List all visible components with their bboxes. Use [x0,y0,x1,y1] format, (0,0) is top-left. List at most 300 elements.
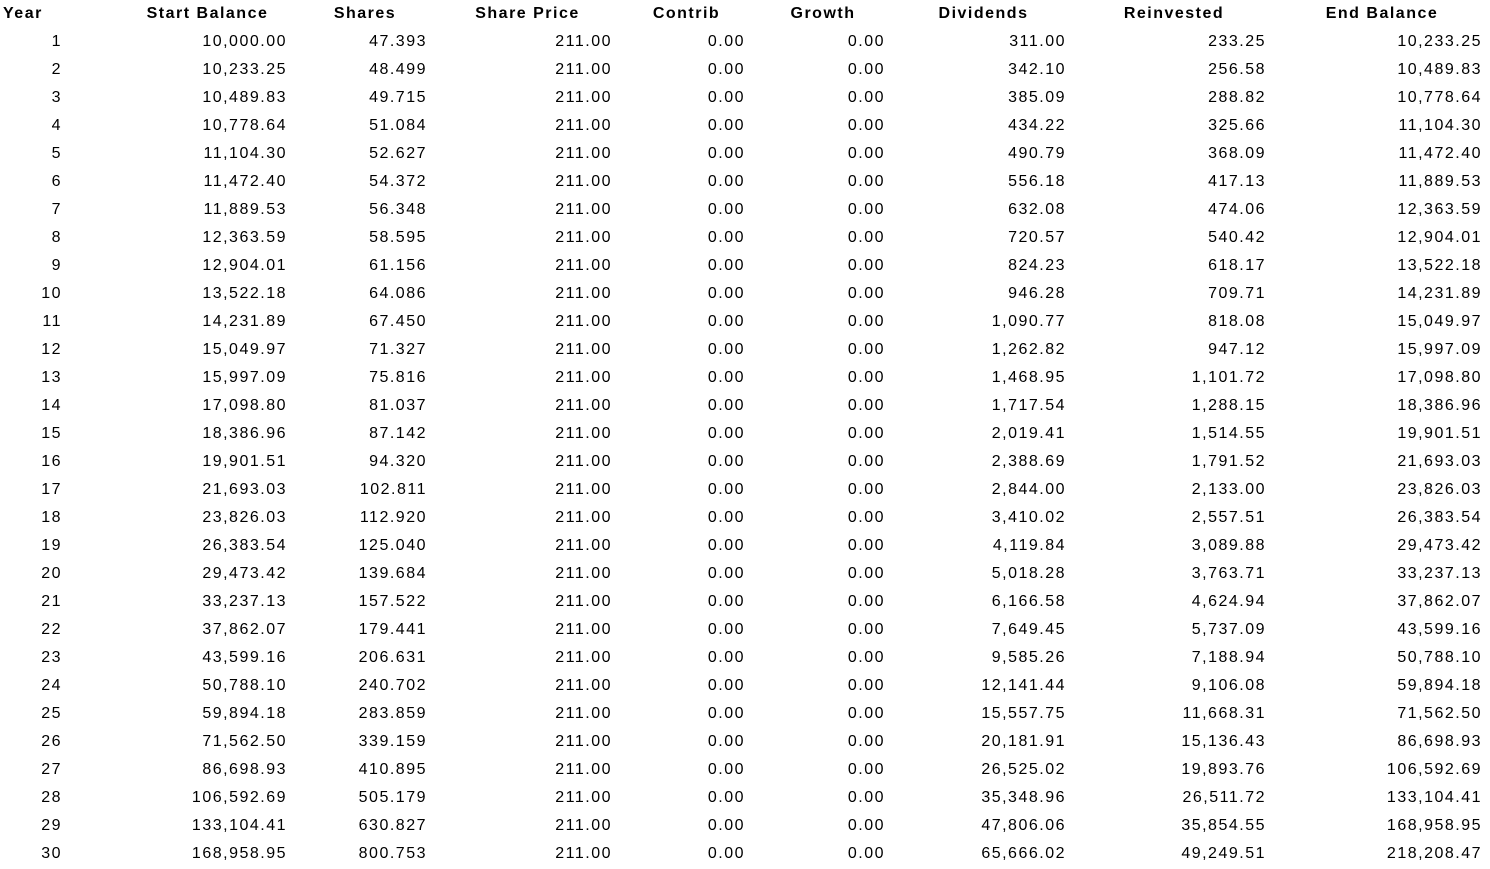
cell-shares: 75.816 [369,369,427,386]
cell-shares: 49.715 [369,89,427,106]
cell-contrib: 0.00 [707,201,745,218]
cell-start-balance: 37,862.07 [202,621,287,638]
cell-share-price: 211.00 [555,61,612,78]
cell-dividends: 47,806.06 [981,817,1066,834]
cell-start-balance: 11,472.40 [203,173,287,190]
cell-reinvested: 1,791.52 [1191,453,1266,470]
cell-contrib: 0.00 [707,621,745,638]
cell-reinvested: 3,089.88 [1191,537,1266,554]
table-row [0,84,1490,112]
cell-start-balance: 10,489.83 [202,89,287,106]
cell-contrib: 0.00 [707,733,745,750]
cell-dividends: 490.79 [1008,145,1066,162]
cell-start-balance: 43,599.16 [202,649,287,666]
cell-dividends: 824.23 [1008,257,1066,274]
cell-end-balance: 43,599.16 [1397,621,1482,638]
cell-dividends: 1,262.82 [991,341,1066,358]
cell-contrib: 0.00 [707,593,745,610]
cell-reinvested: 49,249.51 [1181,845,1266,862]
cell-share-price: 211.00 [555,481,612,498]
cell-growth: 0.00 [847,453,885,470]
cell-share-price: 211.00 [555,677,612,694]
cell-start-balance: 133,104.41 [191,817,287,834]
cell-year: 14 [41,397,62,414]
cell-start-balance: 19,901.51 [202,453,287,470]
cell-contrib: 0.00 [707,761,745,778]
cell-start-balance: 18,386.96 [202,425,287,442]
cell-dividends: 1,717.54 [991,397,1066,414]
cell-share-price: 211.00 [555,257,612,274]
cell-end-balance: 218,208.47 [1386,845,1482,862]
cell-growth: 0.00 [847,89,885,106]
cell-growth: 0.00 [847,173,885,190]
cell-contrib: 0.00 [707,369,745,386]
cell-growth: 0.00 [847,789,885,806]
cell-dividends: 15,557.75 [981,705,1066,722]
table-row [0,336,1490,364]
cell-shares: 179.441 [358,621,427,638]
cell-dividends: 434.22 [1008,117,1066,134]
table-row [0,252,1490,280]
cell-end-balance: 10,489.83 [1397,61,1482,78]
cell-dividends: 556.18 [1008,173,1066,190]
cell-dividends: 1,468.95 [991,369,1066,386]
cell-shares: 56.348 [369,201,427,218]
cell-year: 23 [41,649,62,666]
cell-end-balance: 15,997.09 [1397,341,1482,358]
cell-dividends: 720.57 [1008,229,1066,246]
table-row [0,224,1490,252]
table-row [0,28,1490,56]
cell-share-price: 211.00 [555,89,612,106]
cell-share-price: 211.00 [555,117,612,134]
cell-shares: 81.037 [369,397,427,414]
cell-share-price: 211.00 [555,341,612,358]
cell-year: 9 [51,257,62,274]
cell-growth: 0.00 [847,33,885,50]
cell-year: 26 [41,733,62,750]
cell-growth: 0.00 [847,621,885,638]
cell-reinvested: 26,511.72 [1182,789,1266,806]
table-row [0,140,1490,168]
table-row [0,840,1490,868]
cell-reinvested: 1,288.15 [1191,397,1266,414]
cell-dividends: 632.08 [1008,201,1066,218]
cell-growth: 0.00 [847,201,885,218]
cell-year: 6 [51,173,62,190]
table-row [0,392,1490,420]
cell-start-balance: 15,997.09 [202,369,287,386]
cell-reinvested: 233.25 [1208,33,1266,50]
cell-start-balance: 26,383.54 [202,537,287,554]
cell-year: 13 [41,369,62,386]
cell-end-balance: 17,098.80 [1397,369,1482,386]
cell-contrib: 0.00 [707,89,745,106]
cell-share-price: 211.00 [555,313,612,330]
cell-share-price: 211.00 [555,285,612,302]
cell-growth: 0.00 [847,117,885,134]
table-row [0,560,1490,588]
cell-end-balance: 12,904.01 [1397,229,1482,246]
cell-contrib: 0.00 [707,705,745,722]
cell-contrib: 0.00 [707,845,745,862]
cell-growth: 0.00 [847,845,885,862]
cell-share-price: 211.00 [555,509,612,526]
cell-start-balance: 10,778.64 [202,117,287,134]
cell-reinvested: 7,188.94 [1191,649,1266,666]
cell-contrib: 0.00 [707,789,745,806]
table-row [0,672,1490,700]
cell-start-balance: 106,592.69 [191,789,287,806]
cell-shares: 47.393 [369,33,427,50]
table-row [0,532,1490,560]
cell-growth: 0.00 [847,649,885,666]
cell-growth: 0.00 [847,481,885,498]
table-row [0,196,1490,224]
cell-growth: 0.00 [847,61,885,78]
cell-end-balance: 133,104.41 [1386,789,1482,806]
cell-dividends: 7,649.45 [991,621,1066,638]
table-row [0,812,1490,840]
cell-reinvested: 709.71 [1208,285,1266,302]
cell-contrib: 0.00 [707,565,745,582]
cell-start-balance: 29,473.42 [202,565,287,582]
cell-end-balance: 106,592.69 [1386,761,1482,778]
cell-shares: 206.631 [358,649,427,666]
cell-reinvested: 3,763.71 [1191,565,1266,582]
cell-end-balance: 13,522.18 [1397,257,1482,274]
table-body [0,28,1490,868]
cell-year: 30 [41,845,62,862]
table-row [0,280,1490,308]
cell-dividends: 2,844.00 [991,481,1066,498]
cell-growth: 0.00 [847,817,885,834]
cell-reinvested: 325.66 [1208,117,1266,134]
table-row [0,476,1490,504]
cell-start-balance: 12,363.59 [202,229,287,246]
cell-shares: 139.684 [358,565,427,582]
cell-reinvested: 1,514.55 [1191,425,1266,442]
cell-year: 28 [41,789,62,806]
cell-year: 4 [51,117,62,134]
cell-dividends: 35,348.96 [981,789,1066,806]
cell-reinvested: 2,557.51 [1191,509,1266,526]
cell-year: 2 [51,61,62,78]
cell-reinvested: 11,668.31 [1182,705,1266,722]
cell-dividends: 12,141.44 [981,677,1066,694]
cell-dividends: 311.00 [1009,33,1066,50]
cell-contrib: 0.00 [707,817,745,834]
cell-year: 25 [41,705,62,722]
cell-year: 20 [41,565,62,582]
cell-reinvested: 288.82 [1208,89,1266,106]
cell-end-balance: 50,788.10 [1397,649,1482,666]
cell-share-price: 211.00 [555,145,612,162]
table-row [0,420,1490,448]
cell-end-balance: 19,901.51 [1397,425,1482,442]
cell-year: 16 [41,453,62,470]
cell-contrib: 0.00 [707,649,745,666]
cell-shares: 800.753 [358,845,427,862]
cell-shares: 240.702 [358,677,427,694]
table-row [0,56,1490,84]
cell-reinvested: 368.09 [1208,145,1266,162]
cell-year: 19 [41,537,62,554]
cell-end-balance: 11,104.30 [1398,117,1482,134]
cell-dividends: 6,166.58 [991,593,1066,610]
cell-reinvested: 4,624.94 [1191,593,1266,610]
cell-year: 10 [41,285,62,302]
cell-shares: 94.320 [369,453,427,470]
cell-share-price: 211.00 [555,593,612,610]
cell-end-balance: 29,473.42 [1397,537,1482,554]
cell-shares: 48.499 [369,61,427,78]
column-header-dividends: Dividends [938,5,1029,22]
cell-end-balance: 10,778.64 [1397,89,1482,106]
cell-growth: 0.00 [847,677,885,694]
cell-end-balance: 11,472.40 [1398,145,1482,162]
cell-end-balance: 59,894.18 [1397,677,1482,694]
table-row [0,308,1490,336]
cell-contrib: 0.00 [707,425,745,442]
cell-dividends: 5,018.28 [991,565,1066,582]
cell-growth: 0.00 [847,733,885,750]
cell-shares: 630.827 [358,817,427,834]
cell-start-balance: 14,231.89 [202,313,287,330]
cell-share-price: 211.00 [555,733,612,750]
column-header-year: Year [3,5,43,22]
cell-share-price: 211.00 [555,229,612,246]
table-row [0,700,1490,728]
cell-end-balance: 11,889.53 [1398,173,1482,190]
cell-end-balance: 14,231.89 [1397,285,1482,302]
cell-reinvested: 1,101.72 [1191,369,1266,386]
column-header-end-balance: End Balance [1325,5,1439,22]
column-header-contrib: Contrib [652,5,721,22]
cell-year: 3 [51,89,62,106]
cell-contrib: 0.00 [707,397,745,414]
cell-dividends: 2,019.41 [991,425,1066,442]
cell-share-price: 211.00 [555,705,612,722]
table-row [0,168,1490,196]
cell-start-balance: 13,522.18 [202,285,287,302]
cell-year: 21 [41,593,62,610]
cell-share-price: 211.00 [555,33,612,50]
cell-start-balance: 50,788.10 [202,677,287,694]
cell-shares: 283.859 [358,705,427,722]
cell-reinvested: 9,106.08 [1191,677,1266,694]
cell-reinvested: 618.17 [1208,257,1266,274]
cell-contrib: 0.00 [707,677,745,694]
cell-contrib: 0.00 [707,257,745,274]
cell-shares: 102.811 [359,481,427,498]
table-row [0,588,1490,616]
cell-start-balance: 17,098.80 [202,397,287,414]
table-row [0,756,1490,784]
cell-shares: 87.142 [369,425,427,442]
cell-contrib: 0.00 [707,313,745,330]
cell-reinvested: 474.06 [1208,201,1266,218]
cell-start-balance: 10,233.25 [202,61,287,78]
cell-dividends: 26,525.02 [981,761,1066,778]
cell-reinvested: 2,133.00 [1191,481,1266,498]
cell-reinvested: 417.13 [1208,173,1266,190]
cell-growth: 0.00 [847,229,885,246]
column-header-share-price: Share Price [475,5,580,22]
cell-contrib: 0.00 [707,509,745,526]
table-row [0,644,1490,672]
cell-shares: 58.595 [369,229,427,246]
cell-share-price: 211.00 [555,845,612,862]
cell-end-balance: 23,826.03 [1397,481,1482,498]
cell-contrib: 0.00 [707,341,745,358]
cell-reinvested: 947.12 [1208,341,1266,358]
cell-dividends: 946.28 [1008,285,1066,302]
column-header-shares: Shares [333,5,397,22]
cell-share-price: 211.00 [555,649,612,666]
cell-shares: 339.159 [358,733,427,750]
cell-start-balance: 11,104.30 [203,145,287,162]
cell-dividends: 2,388.69 [991,453,1066,470]
cell-start-balance: 23,826.03 [202,509,287,526]
cell-shares: 112.920 [359,509,427,526]
cell-growth: 0.00 [847,341,885,358]
cell-year: 27 [41,761,62,778]
cell-dividends: 65,666.02 [981,845,1066,862]
cell-share-price: 211.00 [555,621,612,638]
cell-reinvested: 818.08 [1208,313,1266,330]
cell-share-price: 211.00 [555,537,612,554]
cell-contrib: 0.00 [707,33,745,50]
cell-share-price: 211.00 [555,817,612,834]
cell-growth: 0.00 [847,509,885,526]
cell-dividends: 9,585.26 [991,649,1066,666]
cell-end-balance: 21,693.03 [1397,453,1482,470]
cell-share-price: 211.00 [555,173,612,190]
cell-dividends: 342.10 [1008,61,1066,78]
cell-start-balance: 11,889.53 [203,201,287,218]
cell-end-balance: 86,698.93 [1397,733,1482,750]
cell-reinvested: 5,737.09 [1191,621,1266,638]
cell-reinvested: 256.58 [1208,61,1266,78]
cell-shares: 125.040 [358,537,427,554]
cell-start-balance: 59,894.18 [202,705,287,722]
cell-start-balance: 15,049.97 [202,341,287,358]
cell-year: 12 [41,341,62,358]
cell-growth: 0.00 [847,593,885,610]
header-row [0,0,1490,28]
cell-start-balance: 86,698.93 [202,761,287,778]
cell-year: 1 [51,33,62,50]
cell-growth: 0.00 [847,761,885,778]
cell-share-price: 211.00 [555,453,612,470]
cell-end-balance: 15,049.97 [1397,313,1482,330]
cell-growth: 0.00 [847,313,885,330]
cell-shares: 61.156 [369,257,427,274]
cell-contrib: 0.00 [707,117,745,134]
cell-year: 7 [51,201,62,218]
cell-year: 22 [41,621,62,638]
cell-year: 11 [42,313,62,330]
cell-contrib: 0.00 [707,481,745,498]
cell-dividends: 385.09 [1008,89,1066,106]
cell-shares: 505.179 [358,789,427,806]
cell-contrib: 0.00 [707,285,745,302]
cell-dividends: 4,119.84 [992,537,1066,554]
cell-shares: 51.084 [369,117,427,134]
cell-shares: 157.522 [358,593,427,610]
cell-growth: 0.00 [847,285,885,302]
cell-year: 18 [41,509,62,526]
cell-year: 24 [41,677,62,694]
cell-year: 5 [51,145,62,162]
cell-contrib: 0.00 [707,173,745,190]
cell-end-balance: 10,233.25 [1397,33,1482,50]
cell-end-balance: 71,562.50 [1397,705,1482,722]
cell-contrib: 0.00 [707,229,745,246]
cell-start-balance: 10,000.00 [202,33,287,50]
cell-share-price: 211.00 [555,761,612,778]
cell-dividends: 20,181.91 [981,733,1066,750]
table-row [0,784,1490,812]
cell-growth: 0.00 [847,369,885,386]
cell-dividends: 3,410.02 [991,509,1066,526]
cell-end-balance: 37,862.07 [1397,593,1482,610]
cell-start-balance: 168,958.95 [191,845,287,862]
cell-start-balance: 71,562.50 [202,733,287,750]
cell-end-balance: 26,383.54 [1397,509,1482,526]
cell-contrib: 0.00 [707,537,745,554]
table-row [0,728,1490,756]
cell-end-balance: 168,958.95 [1386,817,1482,834]
cell-shares: 54.372 [369,173,427,190]
cell-end-balance: 18,386.96 [1397,397,1482,414]
cell-year: 29 [41,817,62,834]
column-header-start-balance: Start Balance [146,5,269,22]
cell-year: 17 [41,481,62,498]
cell-share-price: 211.00 [555,789,612,806]
cell-growth: 0.00 [847,145,885,162]
cell-shares: 64.086 [369,285,427,302]
cell-dividends: 1,090.77 [991,313,1066,330]
cell-growth: 0.00 [847,565,885,582]
cell-contrib: 0.00 [707,145,745,162]
column-header-reinvested: Reinvested [1123,5,1225,22]
cell-growth: 0.00 [847,257,885,274]
cell-share-price: 211.00 [555,369,612,386]
cell-year: 15 [41,425,62,442]
cell-shares: 67.450 [369,313,427,330]
cell-growth: 0.00 [847,397,885,414]
table-row [0,448,1490,476]
cell-reinvested: 540.42 [1208,229,1266,246]
cell-start-balance: 21,693.03 [202,481,287,498]
table-row [0,616,1490,644]
table-row [0,364,1490,392]
cell-reinvested: 35,854.55 [1181,817,1266,834]
cell-end-balance: 33,237.13 [1397,565,1482,582]
table-row [0,504,1490,532]
cell-end-balance: 12,363.59 [1397,201,1482,218]
cell-contrib: 0.00 [707,453,745,470]
cell-year: 8 [51,229,62,246]
cell-reinvested: 19,893.76 [1181,761,1266,778]
cell-start-balance: 33,237.13 [202,593,287,610]
table-row [0,112,1490,140]
cell-contrib: 0.00 [707,61,745,78]
cell-share-price: 211.00 [555,201,612,218]
cell-growth: 0.00 [847,425,885,442]
